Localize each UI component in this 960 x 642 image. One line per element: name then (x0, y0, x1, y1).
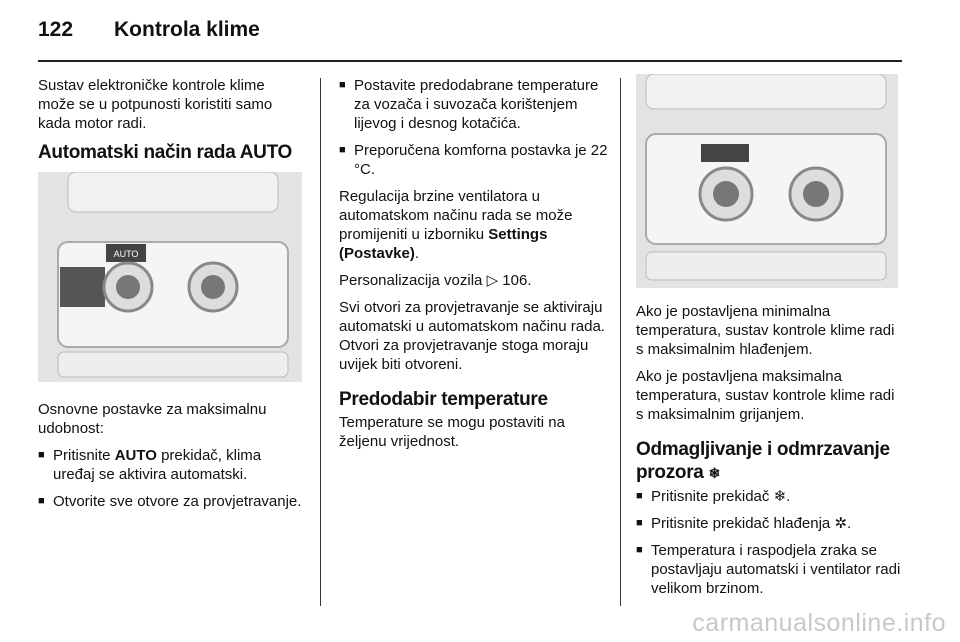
min-temp-paragraph: Ako je postavljena minimalna temperatura, sustav kontrole klime radi s maksimalnim hlađenjem. (636, 303, 895, 358)
bullet-set-temps: ■ Postavite predodabrane temperature za vozača i suvozača korištenjem lijevog i desnog kotačića. (339, 76, 611, 133)
column-2 (339, 76, 611, 459)
bullet-press-cooling: ■ Pritisnite prekidač hlađenja ✲. (636, 514, 904, 533)
ref-page: 106. (498, 272, 532, 289)
auto-button-label: AUTO (113, 249, 139, 259)
defrost-icon: ❄ (773, 488, 787, 505)
page-number: 122 (38, 18, 74, 41)
intro-paragraph: Sustav elektroničke kontrole klime može se u potpunosti koristiti samo kada motor radi. (38, 77, 273, 132)
bullet-recommended-temp: ■ Preporučena komforna postavka je 22 °C. (339, 141, 611, 179)
column-divider-2 (620, 78, 621, 606)
preselect-paragraph: Temperature se mogu postaviti na željenu vrijednost. (339, 414, 565, 450)
settings-bold-label: Settings (Postavke) (339, 226, 548, 262)
bullet-text: prekidač, klima uređaj se aktivira automatski. (53, 447, 262, 483)
vents-paragraph: Svi otvori za provjetravanje se aktiviraju automatski u automatskom načinu rada. Otvori za provjetravanje stoga moraju uvijek biti otvoreni. (339, 299, 605, 373)
bullet-text: Pritisnite prekidač (651, 488, 770, 505)
bullet-open-vents: ■ Otvorite sve otvore za provjetravanje. (38, 492, 303, 511)
column-3 (636, 76, 904, 606)
fan-text: Regulacija brzine ventilatora u automatskom načinu rada se može promijeniti u izborniku (339, 188, 573, 243)
column-divider-1 (320, 78, 321, 606)
auto-bullets (38, 446, 303, 511)
defrost-bullets (636, 487, 904, 598)
personalization-ref (339, 271, 611, 290)
section-heading-preselect: Predodabir temperature (339, 389, 548, 410)
watermark: carmanualsonline.info (692, 609, 946, 637)
basic-settings-text: Osnovne postavke za maksimalnu udobnost: (38, 401, 267, 437)
fan-speed-text (339, 187, 611, 263)
header-rule (38, 60, 902, 62)
temp-bullets (339, 76, 611, 179)
climate-panel-image-2 (636, 74, 898, 288)
bullet-text: Pritisnite prekidač hlađenja (651, 515, 831, 532)
section-heading-defrost (636, 438, 904, 485)
page-header (38, 18, 260, 42)
defrost-icon: ❄ (708, 465, 720, 481)
defrost-heading-text: Odmagljivanje i odmrzavanje prozora (636, 439, 890, 483)
bullet-auto-distribution: ■ Temperatura i raspodjela zraka se postavljaju automatski i ventilator radi velikom brzinom. (636, 541, 904, 598)
page-reference-icon: ▷ (486, 272, 499, 289)
section-heading-auto: Automatski način rada AUTO (38, 142, 293, 163)
auto-bold-label: AUTO (114, 447, 157, 464)
climate-panel-image (38, 172, 302, 382)
max-temp-paragraph: Ako je postavljena maksimalna temperatura, sustav kontrole klime radi s maksimalnim grijanjem. (636, 368, 895, 423)
cooling-icon: ✲ (834, 515, 848, 532)
period: . (414, 245, 420, 262)
bullet-press-auto (38, 446, 303, 484)
bullet-text: Pritisnite (53, 447, 115, 464)
ref-text: Personalizacija vozila (339, 272, 483, 289)
page-title: Kontrola klime (114, 18, 260, 41)
bullet-press-defrost: ■ Pritisnite prekidač ❄. (636, 487, 904, 506)
column-1 (38, 76, 303, 519)
